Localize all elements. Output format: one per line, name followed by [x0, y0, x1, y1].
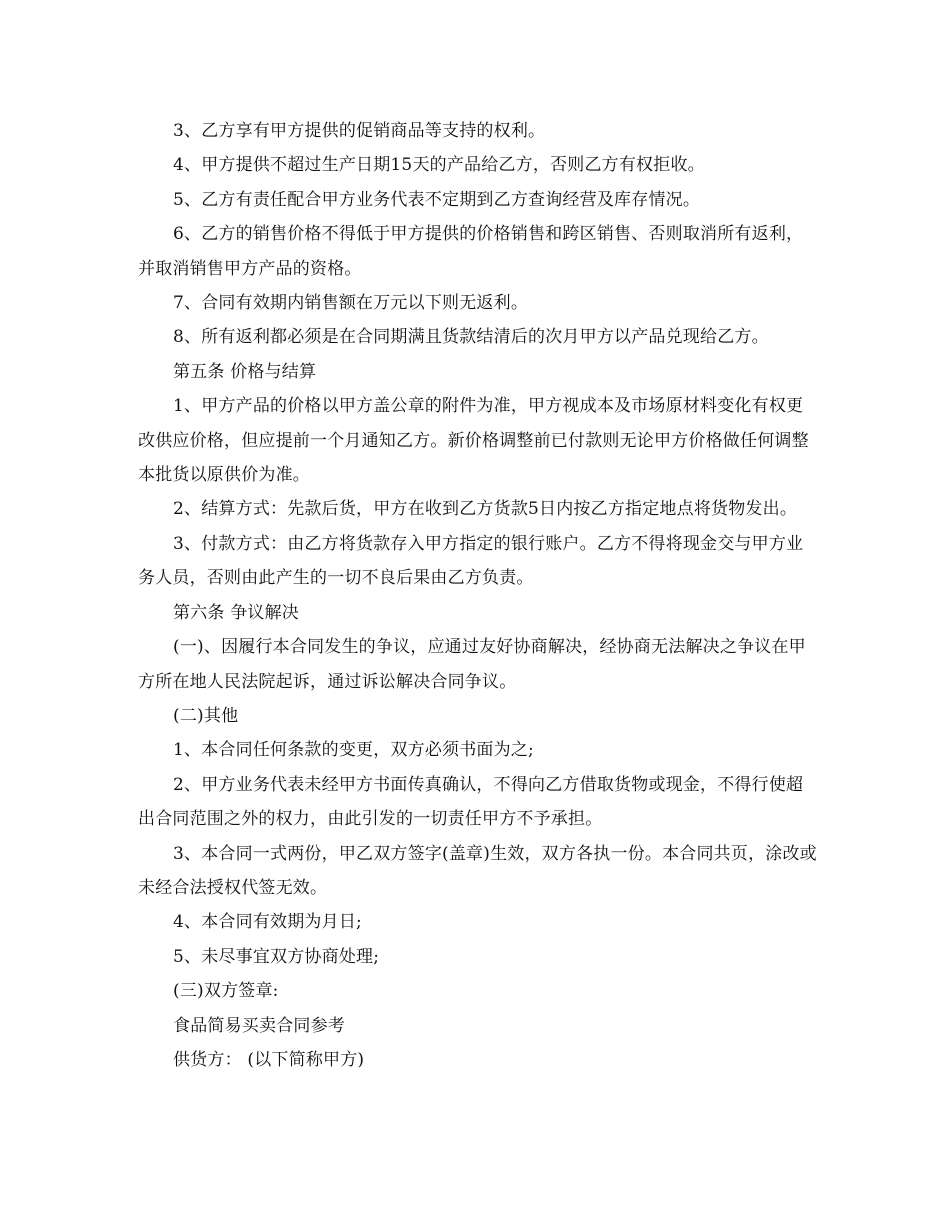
clause-item-3: 3、乙方享有甲方提供的促销商品等支持的权利。	[173, 121, 546, 141]
clause-item-6: 6、乙方的销售价格不得低于甲方提供的价格销售和跨区销售、否则取消所有返利，并取消销售甲方产品的资格。	[138, 224, 804, 279]
other-heading: (二)其他	[173, 705, 239, 726]
price-clause-3: 3、付款方式：由乙方将货款存入甲方指定的银行账户。乙方不得将现金交与甲方业务人员，否则由此产生的一切不良后果由乙方负责。	[138, 533, 804, 589]
signature-heading: (三)双方签章:	[173, 981, 279, 1002]
other-clause-4: 4、本合同有效期为月日;	[173, 912, 362, 933]
other-clause-5: 5、未尽事宜双方协商处理;	[173, 946, 380, 967]
price-clause-2: 2、结算方式：先款后货，甲方在收到乙方货款5日内按乙方指定地点将货物发出。	[173, 499, 798, 520]
clause-item-8: 8、所有返利都必须是在合同期满且货款结清后的次月甲方以产品兑现给乙方。	[173, 327, 769, 348]
other-clause-2: 2、甲方业务代表未经甲方书面传真确认，不得向乙方借取货物或现金，不得行使超出合同范围之外的权力，由此引发的一切责任甲方不予承担。	[138, 774, 804, 830]
section-heading-5: 第五条 价格与结算	[173, 361, 317, 382]
price-clause-1: 1、甲方产品的价格以甲方盖公章的附件为准，甲方视成本及市场原材料变化有权更改供应价格，但应提前一个月通知乙方。新价格调整前已付款则无论甲方价格做任何调整本批货以原供价为准。	[138, 396, 809, 486]
contract-title: 食品简易买卖合同参考	[173, 1015, 345, 1036]
clause-item-5: 5、乙方有责任配合甲方业务代表不定期到乙方查询经营及库存情况。	[173, 189, 701, 210]
section-heading-6: 第六条 争议解决	[173, 602, 300, 623]
clause-item-7: 7、合同有效期内销售额在万元以下则无返利。	[173, 293, 529, 314]
other-clause-1: 1、本合同任何条款的变更，双方必须书面为之;	[173, 740, 534, 761]
document-body	[138, 114, 818, 1077]
dispute-clause-1: (一)、因履行本合同发生的争议，应通过友好协商解决，经协商无法解决之争议在甲方所在地人民法院起诉，通过诉讼解决合同争议。	[138, 637, 806, 692]
clause-item-4: 4、甲方提供不超过生产日期15天的产品给乙方，否则乙方有权拒收。	[173, 155, 705, 176]
supplier-line: 供货方： (以下简称甲方)	[173, 1049, 365, 1070]
other-clause-3: 3、本合同一式两份，甲乙双方签字(盖章)生效，双方各执一份。本合同共页，涂改或未经合法授权代签无效。	[138, 843, 817, 898]
